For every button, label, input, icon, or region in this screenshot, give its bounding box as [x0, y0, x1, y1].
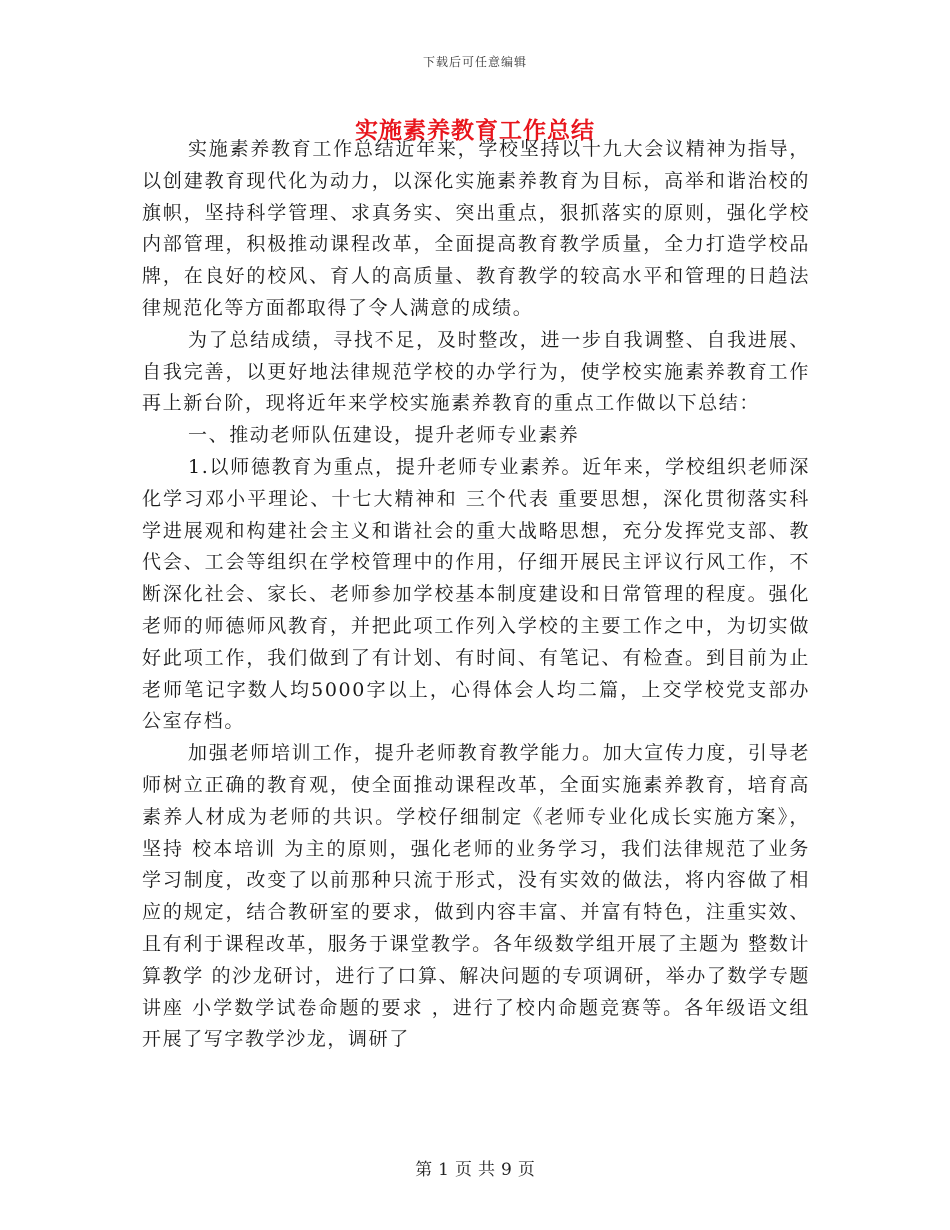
- document-body: [142, 134, 810, 1056]
- footer-current-page: 1: [438, 1160, 449, 1180]
- footer-label-total: 共: [478, 1160, 495, 1180]
- footer-label-page: 第: [415, 1160, 433, 1180]
- page-header-note: 下载后可任意编辑: [422, 55, 527, 69]
- document-title: 实施素养教育工作总结: [355, 117, 595, 144]
- page-footer: [0, 1155, 950, 1180]
- footer-total-pages: 9: [501, 1160, 512, 1180]
- section-heading: 一、推动老师队伍建设，提升老师专业素养: [188, 424, 580, 447]
- footer-label-unit: 页: [455, 1160, 472, 1180]
- paragraph-purpose: 为了总结成绩，寻找不足，及时整改，进一步自我调整、自我进展、自我完善，以更好地法律规范学校的办学行为，使学校实施素养教育工作再上新台阶，现将近年来学校实施素养教育的重点工作做以下总结：: [142, 328, 810, 415]
- paragraph-ethics-education: 1.以师德教育为重点，提升老师专业素养。近年来，学校组织老师深化学习邓小平理论、十七大精神和 三个代表 重要思想，深化贯彻落实科学进展观和构建社会主义和谐社会的重大战略思想，充分发挥党支部、教代会、工会等组织在学校管理中的作用，仔细开展民主评议行风工作，不断深化社会、家长、老师参加学校基本制度建设和日常管理的程度。强化老师的师德师风教育，并把此项工作列入学校的主要工作之中，为切实做好此项工作，我们做到了有计划、有时间、有笔记、有检查。到目前为止老师笔记字数人均5000字以上，心得体会人均二篇，上交学校党支部办公室存档。: [142, 455, 810, 733]
- paragraph-teacher-training: 加强老师培训工作，提升老师教育教学能力。加大宣传力度，引导老师树立正确的教育观，使全面推动课程改革，全面实施素养教育，培育高素养人材成为老师的共识。学校仔细制定《老师专业化成长实施方案》，坚持 校本培训 为主的原则，强化老师的业务学习，我们法律规范了业务学习制度，改变了以前那种只流于形式，没有实效的做法，将内容做了相应的规定，结合教研室的要求，做到内容丰富、并富有特色，注重实效、且有利于课程改革，服务于课堂教学。各年级数学组开展了主题为 整数计算教学 的沙龙研讨，进行了口算、解决问题的专项调研，举办了数学专题讲座 小学数学试卷命题的要求 ，进行了校内命题竞赛等。各年级语文组开展了写字教学沙龙，调研了: [142, 742, 810, 1051]
- footer-label-unit2: 页: [517, 1160, 535, 1180]
- paragraph-intro: 实施素养教育工作总结近年来，学校坚持以十九大会议精神为指导，以创建教育现代化为动力，以深化实施素养教育为目标，高举和谐治校的旗帜，坚持科学管理、求真务实、突出重点，狠抓落实的原则，强化学校内部管理，积极推动课程改革，全面提高教育教学质量，全力打造学校品牌，在良好的校风、育人的高质量、教育教学的较高水平和管理的日趋法律规范化等方面都取得了令人满意的成绩。: [142, 138, 810, 319]
